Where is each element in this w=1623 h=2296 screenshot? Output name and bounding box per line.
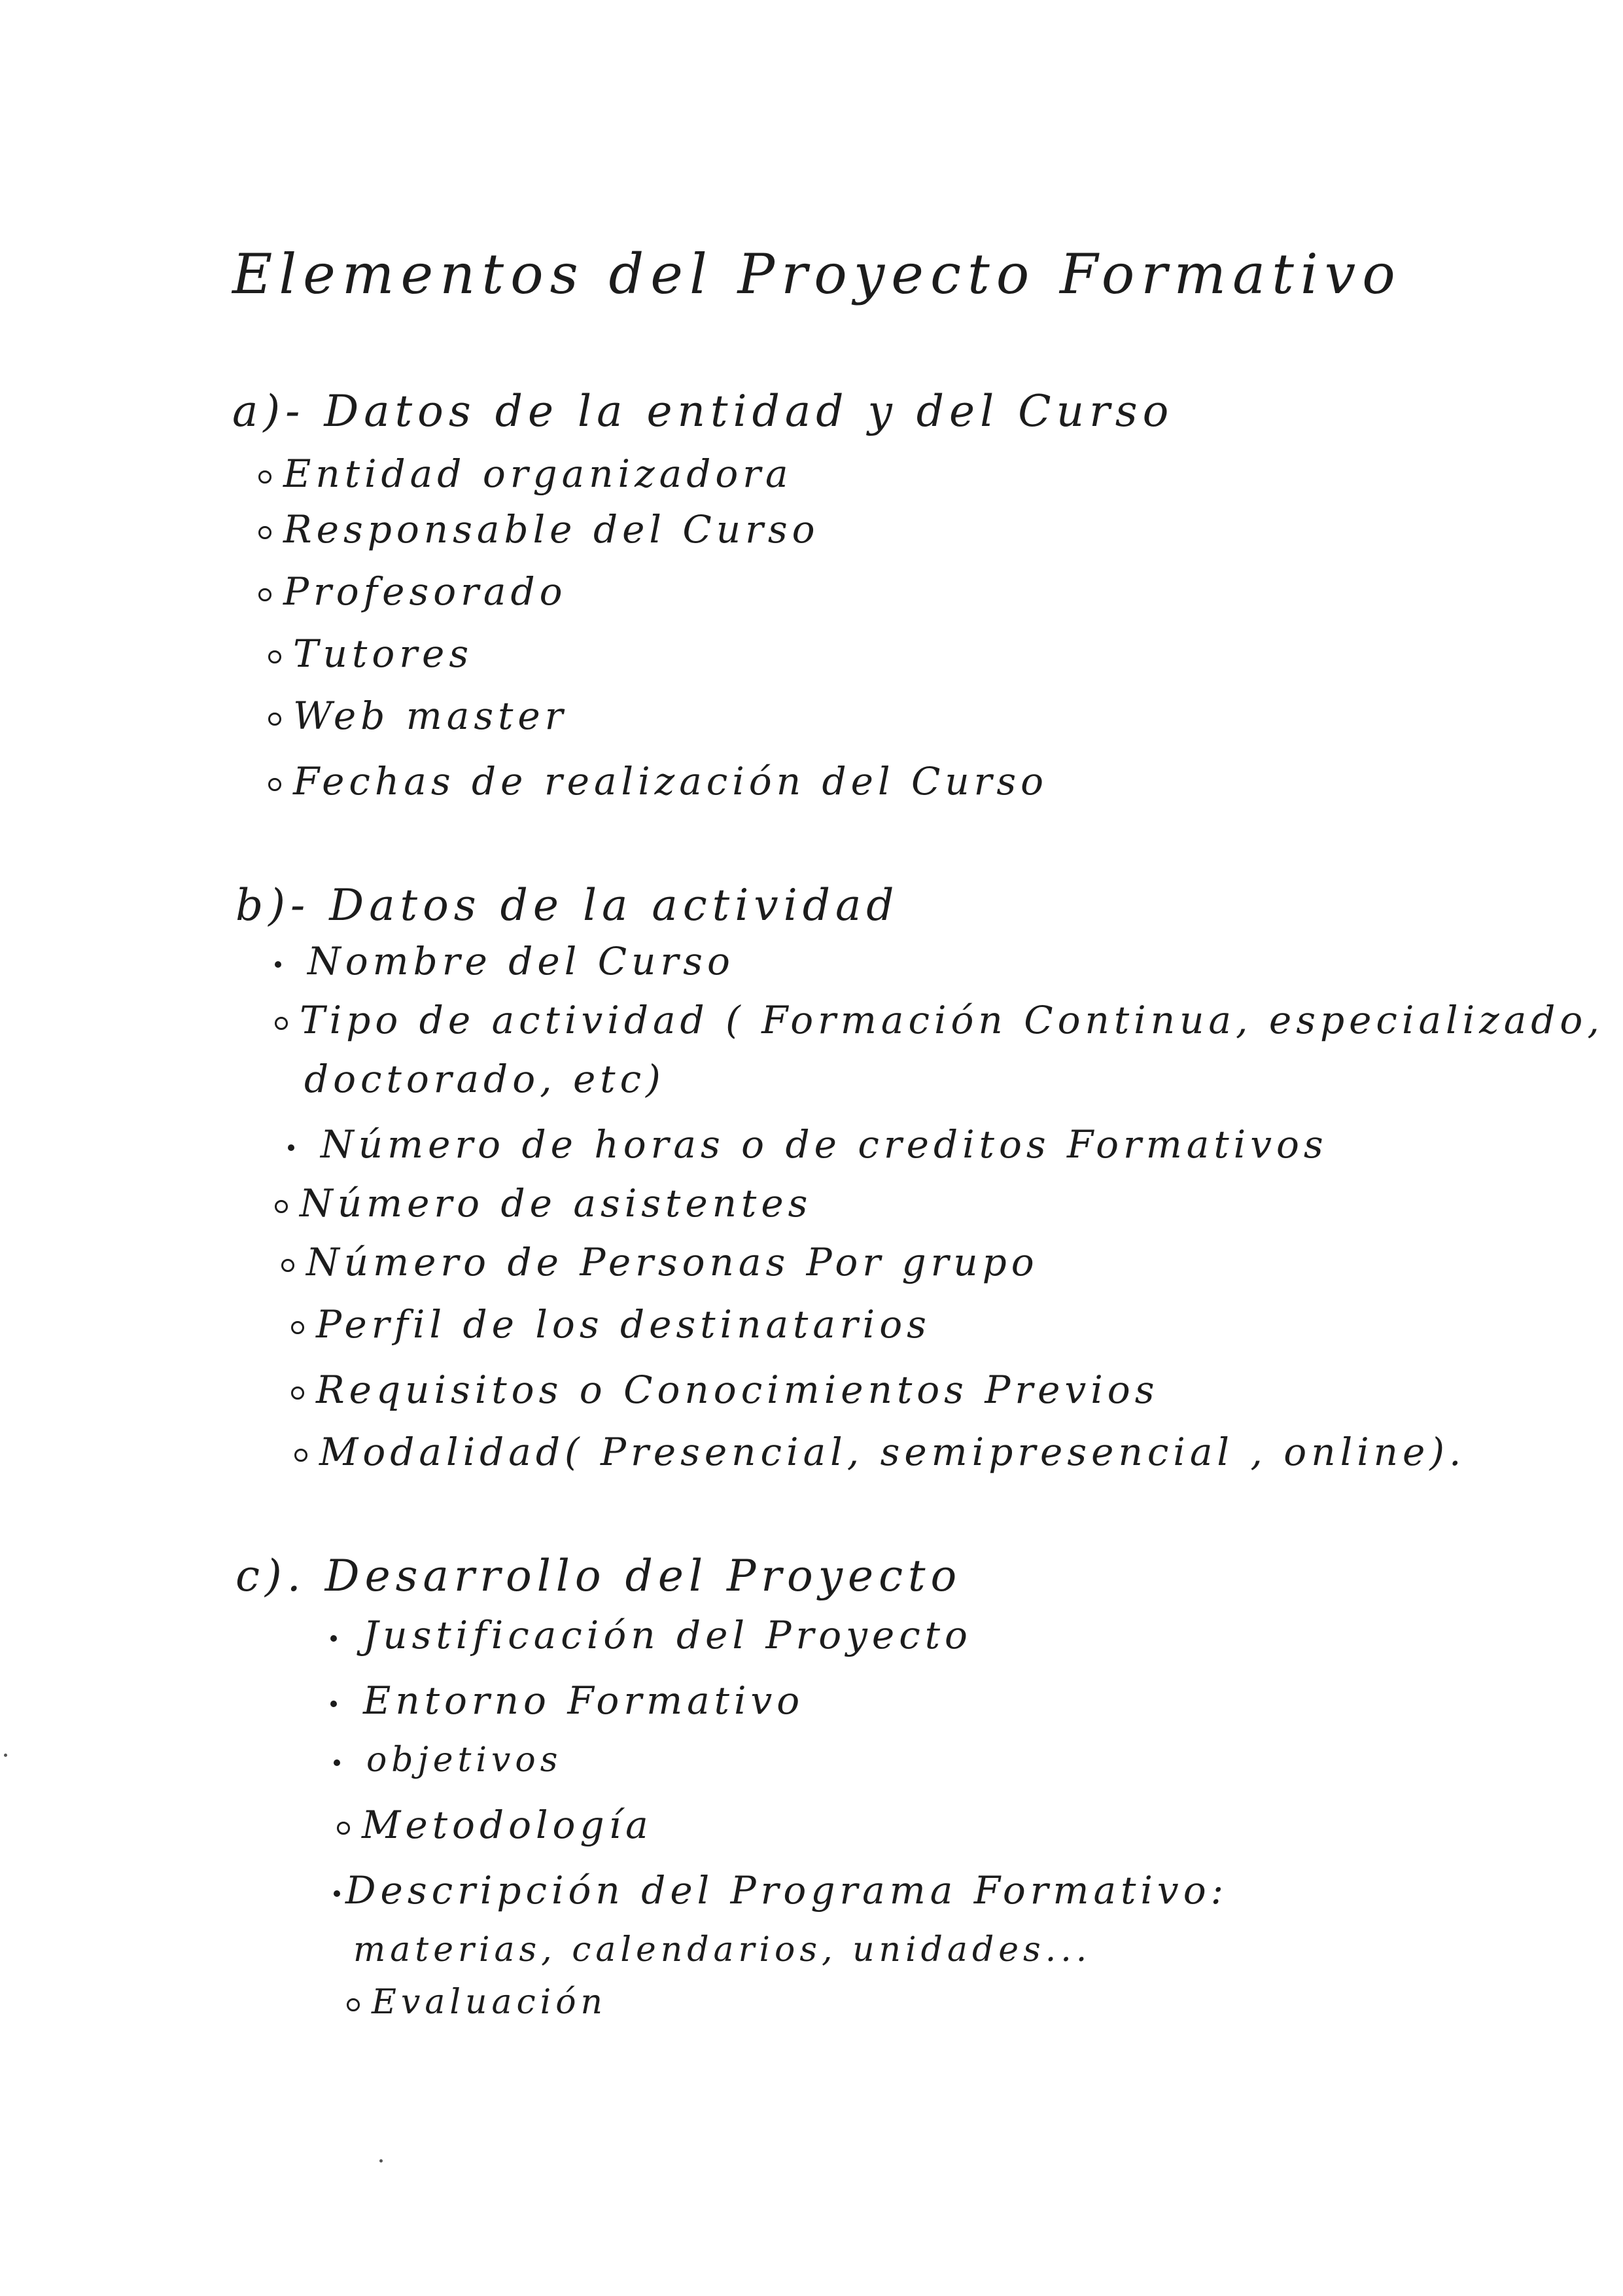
bullet-icon [347,1998,360,2011]
list-item: Descripción del Programa Formativo: [334,1868,1228,1913]
list-item-continuation: doctorado, etc) [304,1057,665,1101]
bullet-icon [275,1017,288,1030]
list-item: objetivos [334,1740,562,1780]
bullet-icon [291,1386,304,1400]
bullet-icon [275,961,281,968]
bullet-icon [268,778,281,791]
list-item: Evaluación [347,1983,607,2022]
section-c-heading: c). Desarrollo del Proyecto [236,1551,962,1601]
bullet-icon [330,1635,337,1642]
list-item: Número de asistentes [275,1181,812,1226]
bullet-icon [337,1822,350,1835]
list-item: Tutores [268,631,473,676]
bullet-icon [258,470,271,484]
bullet-icon [334,1890,340,1897]
list-item: Justificación del Proyecto [330,1613,972,1657]
list-item: Metodología [337,1803,653,1847]
bullet-icon [268,713,281,726]
list-item: Número de horas o de creditos Formativos [288,1122,1328,1167]
list-item: Entidad organizadora [258,451,793,496]
bullet-icon [275,1200,288,1213]
list-item: Responsable del Curso [258,507,820,552]
list-item: Perfil de los destinatarios [291,1302,931,1347]
bullet-icon [258,526,271,539]
bullet-icon [281,1259,294,1272]
section-a-heading: a)- Datos de la entidad y del Curso [232,386,1174,436]
scan-speck [379,2159,383,2163]
scan-speck [4,1754,7,1757]
list-item: Entorno Formativo [330,1678,804,1723]
section-b-heading: b)- Datos de la actividad [236,880,899,930]
list-item: Tipo de actividad ( Formación Continua, especializado, [275,998,1604,1042]
bullet-icon [291,1321,304,1334]
page-title: Elementos del Proyecto Formativo [232,242,1402,306]
list-item: Requisitos o Conocimientos Previos [291,1368,1159,1412]
list-item: Web master [268,694,567,738]
list-item: Profesorado [258,569,567,614]
list-item: Nombre del Curso [275,939,735,983]
bullet-icon [294,1449,307,1462]
list-item: Número de Personas Por grupo [281,1240,1039,1284]
bullet-icon [330,1701,337,1707]
list-item: Fechas de realización del Curso [268,759,1048,804]
list-item: Modalidad( Presencial, semipresencial , online). [294,1430,1465,1474]
list-item-continuation: materias, calendarios, unidades... [353,1930,1092,1969]
bullet-icon [268,650,281,663]
bullet-icon [334,1759,340,1766]
bullet-icon [288,1144,294,1151]
bullet-icon [258,588,271,601]
